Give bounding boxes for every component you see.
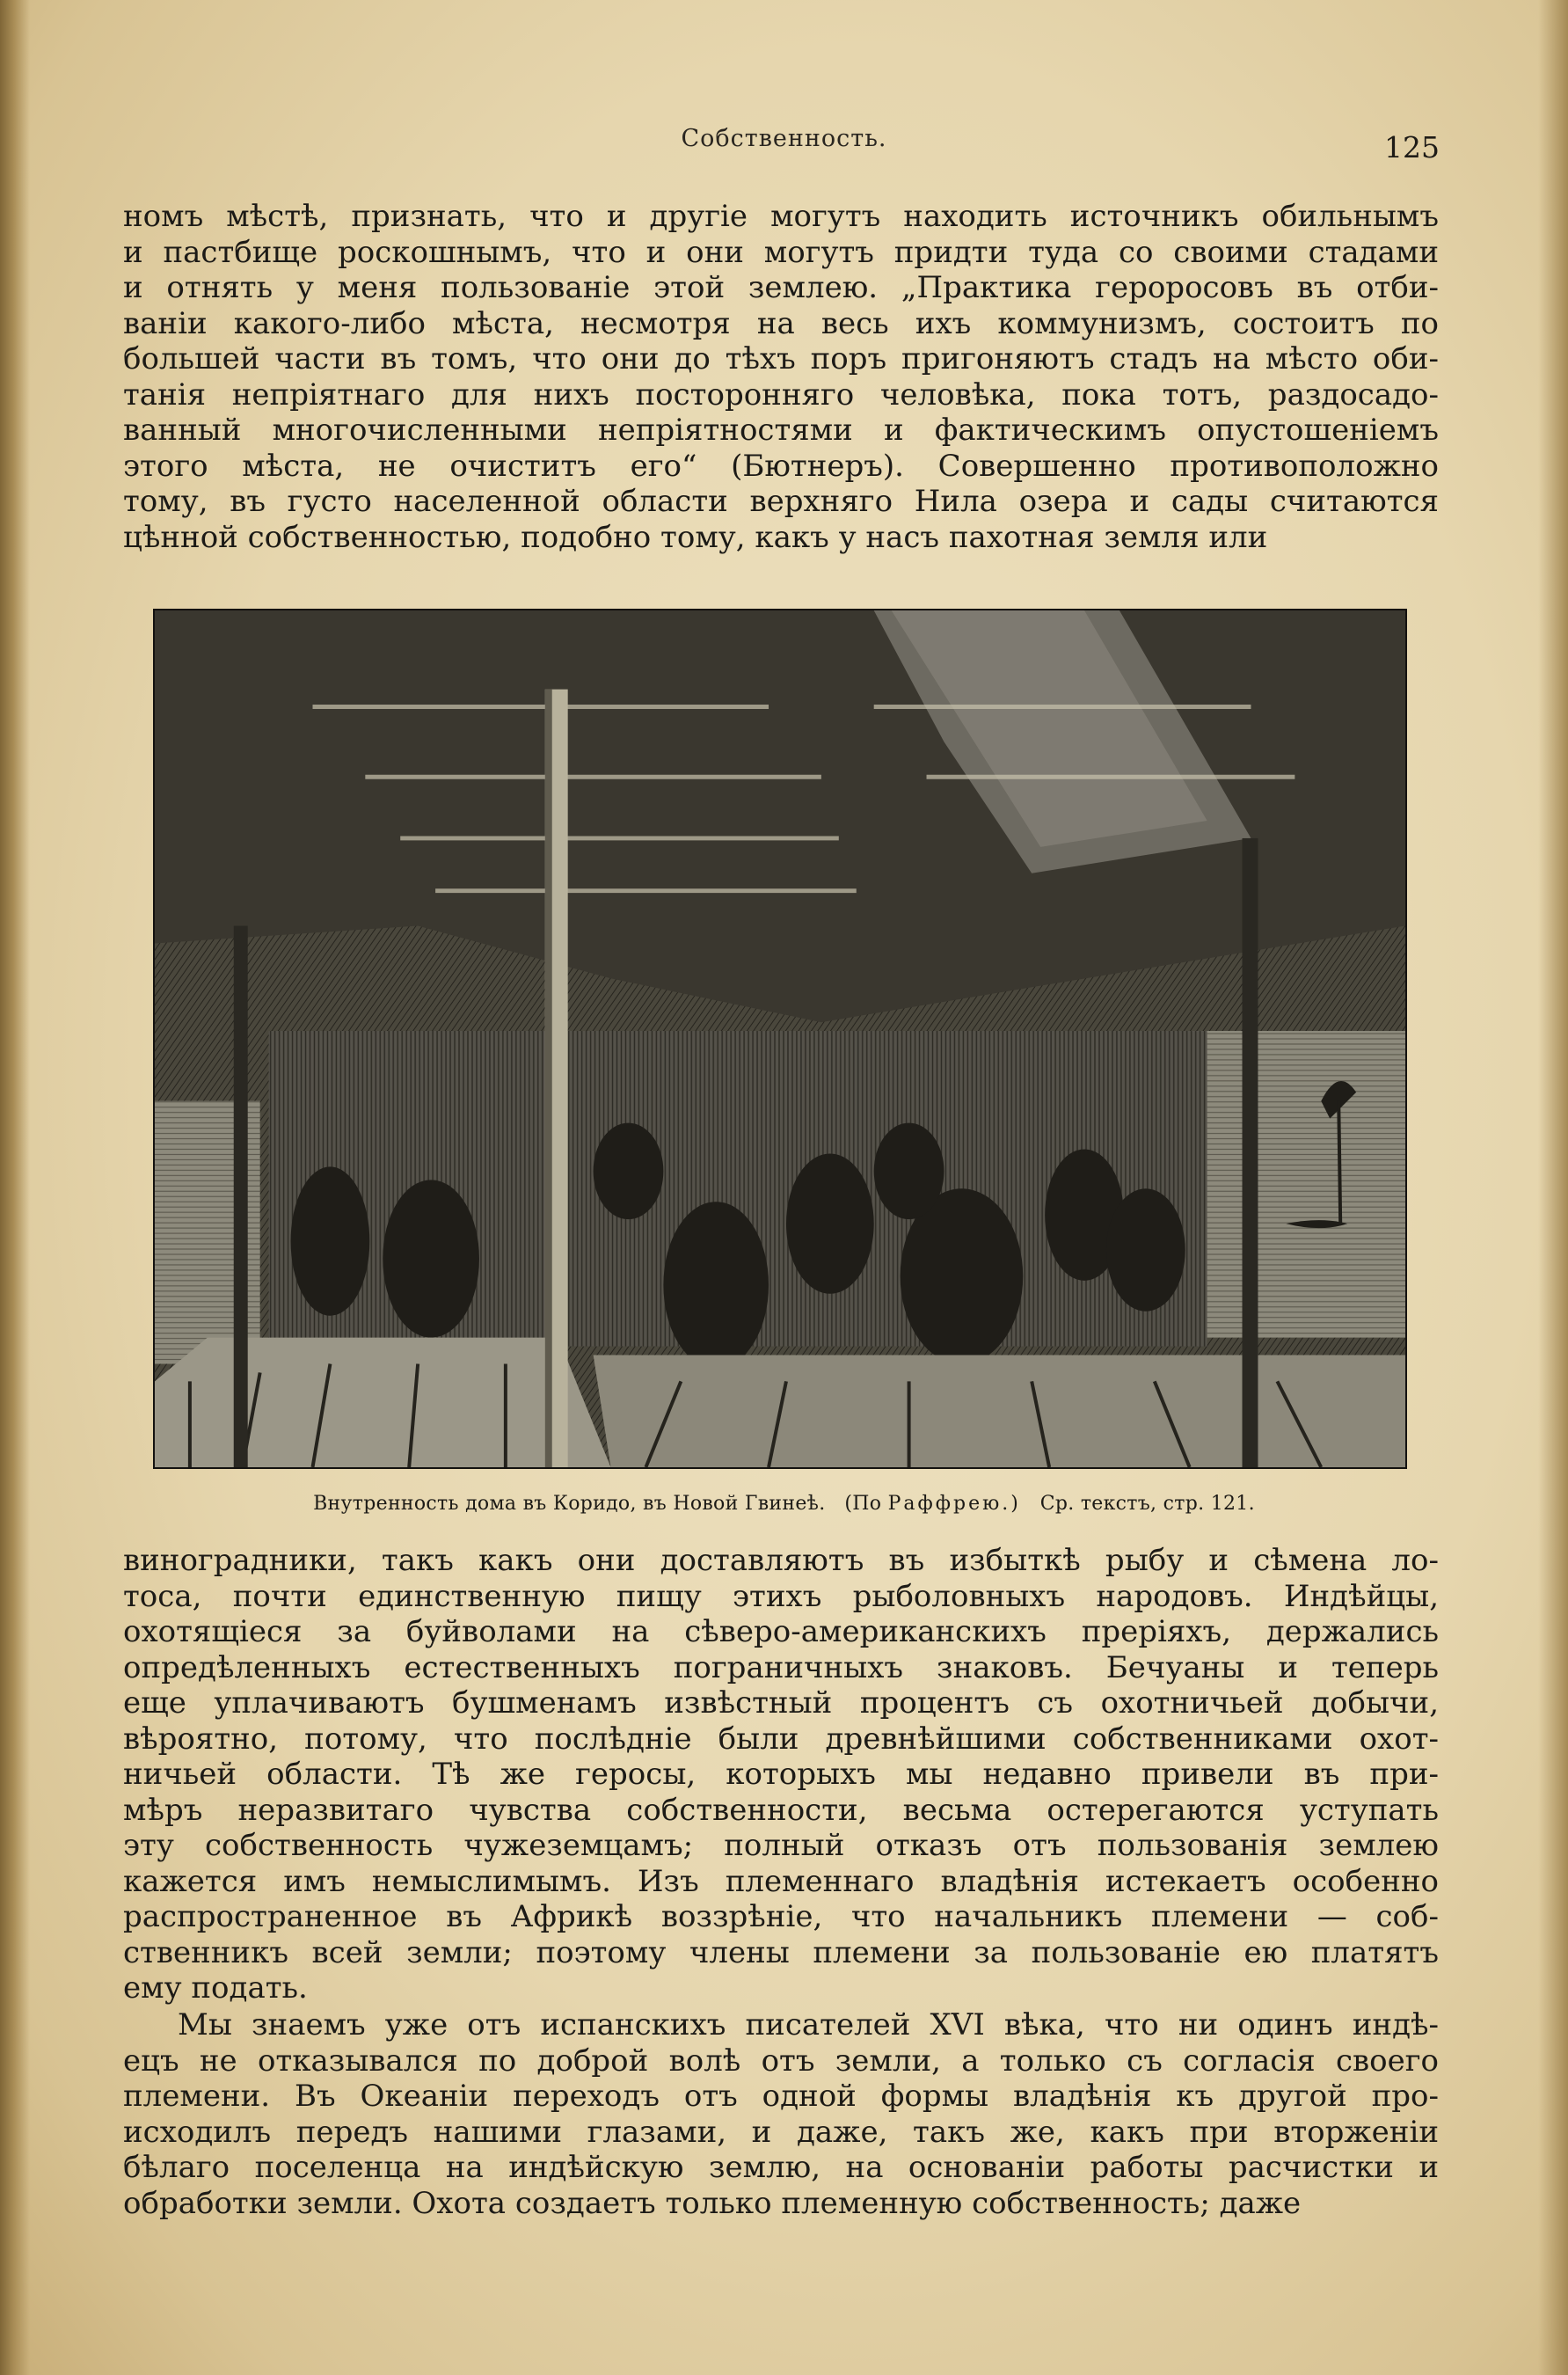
running-header: Собственность. (681, 125, 887, 152)
paragraph-last (123, 2007, 1439, 2221)
text-line: обработки земли. Охота создаетъ только племенную собственность; даже (123, 2185, 1302, 2221)
text-line: тоса, почти единственную пищу этихъ рыболовныхъ народовъ. Индѣйцы, (123, 1578, 1439, 1614)
paragraph-top (123, 199, 1439, 555)
text-line: номъ мѣстѣ, признать, что и другіе могутъ находить источникъ обильнымъ (123, 199, 1439, 234)
text-line: кажется имъ немыслимымъ. Изъ племеннаго владѣнія истекаетъ особенно (123, 1863, 1439, 1899)
text-line: опредѣленныхъ естественныхъ пограничныхъ знаковъ. Бечуаны и теперь (123, 1649, 1439, 1685)
text-line: этого мѣста, не очиститъ его“ (Бютнеръ). Совершенно противоположно (123, 448, 1439, 484)
text-line: ственникъ всей земли; поэтому члены племени за пользованіе ею платятъ (123, 1934, 1439, 1970)
text-line: еще уплачиваютъ бушменамъ извѣстный процентъ съ охотничьей добычи, (123, 1685, 1439, 1721)
text-line: виноградники, такъ какъ они доставляютъ въ избыткѣ рыбу и сѣмена ло- (123, 1543, 1439, 1578)
text-line: вѣроятно, потому, что послѣдніе были древнѣйшими собственниками охот- (123, 1721, 1439, 1757)
text-line: и пастбище роскошнымъ, что и они могутъ придти туда со своими стадами (123, 234, 1439, 270)
text-line: бѣлаго поселенца на индѣйскую землю, на основаніи работы расчистки и (123, 2150, 1439, 2185)
text-line: большей части въ томъ, что они до тѣхъ поръ пригоняютъ стадъ на мѣсто оби- (123, 341, 1439, 376)
text-line: танія непріятнаго для нихъ посторонняго человѣка, пока тотъ, раздосадо- (123, 376, 1439, 413)
text-line: мѣръ неразвитаго чувства собственности, весьма остерегаются уступать (123, 1792, 1439, 1828)
text-line: цѣнной собственностью, подобно тому, какъ у насъ пахотная земля или (123, 519, 1268, 555)
text-line: ваніи какого-либо мѣста, несмотря на весь ихъ коммунизмъ, состоитъ по (123, 305, 1439, 341)
caption-source-author: Раффрею.) (887, 1493, 1021, 1515)
caption-reference: Ср. текстъ, стр. 121. (1039, 1493, 1255, 1515)
page-left-edge-shadow (0, 0, 30, 2375)
text-line: ничьей области. Тѣ же геросы, которыхъ мы недавно привели въ при- (123, 1757, 1439, 1792)
text-line: Мы знаемъ уже отъ испанскихъ писателей XVI вѣка, что ни одинъ индѣ- (178, 2007, 1439, 2042)
page-number: 125 (1384, 130, 1440, 164)
text-line: ему подать. (123, 1970, 308, 2006)
text-line: ванный многочисленными непріятностями и фактическимъ опустошеніемъ (123, 413, 1439, 448)
engraving-illustration (153, 609, 1407, 1469)
caption-main: Внутренность дома въ Коридо, въ Новой Гвинеѣ. (313, 1493, 826, 1515)
text-line: распространенное въ Африкѣ воззрѣніе, что начальникъ племени — соб- (123, 1899, 1439, 1934)
house-interior-engraving (155, 610, 1405, 1467)
text-line: эту собственность чужеземцамъ; полный отказъ отъ пользованія землею (123, 1828, 1439, 1863)
text-line: и отнять у меня пользованіе этой землею. „Практика героросовъ въ отби- (123, 270, 1439, 305)
text-line: тому, въ густо населенной области верхняго Нила озера и сады считаются (123, 484, 1439, 519)
paragraph-bottom (123, 1543, 1439, 2006)
caption-source-prefix: (По (844, 1493, 882, 1515)
text-line: исходилъ передъ нашими глазами, и даже, такъ же, какъ при вторженіи (123, 2114, 1439, 2150)
page-right-edge-shadow (1538, 0, 1568, 2375)
text-line: племени. Въ Океаніи переходъ отъ одной формы владѣнія къ другой про- (123, 2079, 1439, 2114)
text-line: ецъ не отказывался по доброй волѣ отъ земли, а только съ согласія своего (123, 2042, 1439, 2079)
figure-caption (0, 1493, 1568, 1515)
text-line: охотящіеся за буйволами на сѣверо-американскихъ преріяхъ, держались (123, 1614, 1439, 1649)
